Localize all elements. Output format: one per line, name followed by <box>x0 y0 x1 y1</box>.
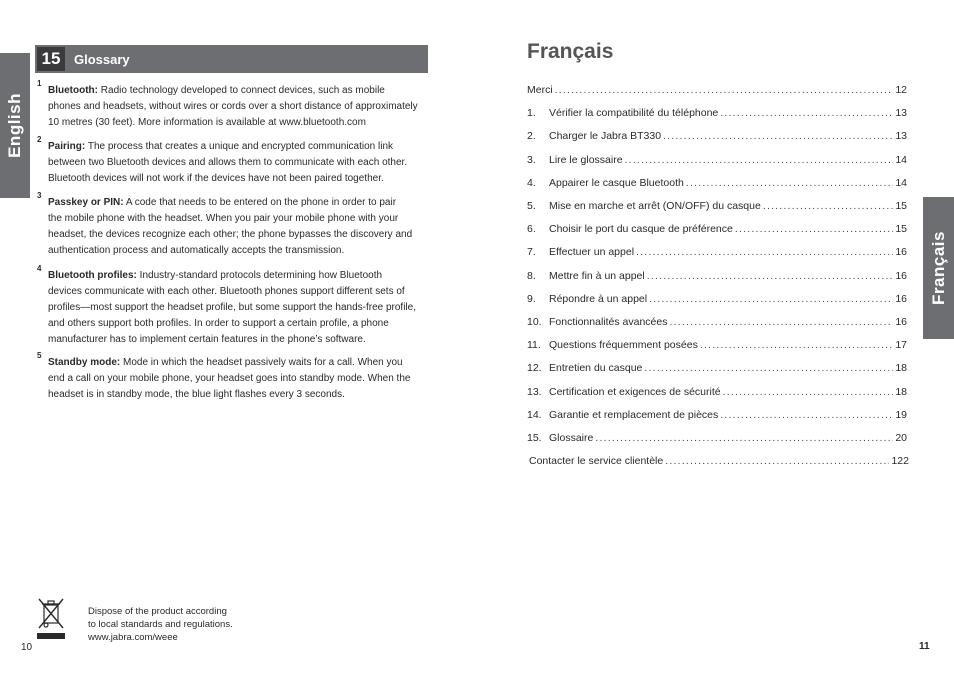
toc-entry-page: 122 <box>891 455 909 468</box>
glossary-line: Radio technology developed to connect devices, such as mobile <box>100 85 385 96</box>
toc-entry-label: Glossaire <box>549 432 594 444</box>
weee-notice <box>88 605 233 644</box>
toc-leader-dots <box>763 200 893 212</box>
toc-entry-label: Garantie et remplacement de pièces <box>549 408 719 421</box>
side-tab-english-label: English <box>5 93 24 158</box>
glossary-line: devices communicate with each other. Bluetooth phones support different sets of <box>48 286 405 297</box>
toc-entry-page: 17 <box>895 339 907 352</box>
toc-entry[interactable] <box>527 130 907 146</box>
section-number: 15 <box>37 47 65 71</box>
side-tab-english <box>0 53 30 198</box>
toc-entry[interactable] <box>527 200 907 216</box>
toc-entry-page: 14 <box>895 176 907 189</box>
glossary-item <box>35 191 430 259</box>
glossary-item-number: 4 <box>37 264 42 273</box>
toc-leader-dots <box>735 223 893 235</box>
glossary-term: Bluetooth profiles: <box>48 270 137 281</box>
toc-entry-number: 1. <box>527 107 536 120</box>
toc-entry-page: 16 <box>895 316 907 328</box>
glossary-line: Bluetooth devices will not work if the devices have not been paired together. <box>48 173 384 184</box>
glossary-line: end a call on your mobile phone, your headset goes into standby mode. When the <box>48 373 411 384</box>
side-tab-francais-label: Français <box>928 231 948 305</box>
toc-entry-page: 13 <box>895 130 907 143</box>
toc-leader-dots <box>647 270 894 282</box>
toc-entry-number: 12. <box>527 362 542 375</box>
toc-entry-number: 6. <box>527 223 536 236</box>
toc-entry-number: 5. <box>527 200 536 212</box>
glossary-line: 10 metres (30 feet). More information is available at www.bluetooth.com <box>48 117 366 128</box>
toc-entry[interactable] <box>527 84 907 100</box>
glossary-item-text <box>48 139 430 187</box>
glossary-term: Pairing: <box>48 141 86 152</box>
glossary-item-number: 1 <box>37 79 42 88</box>
toc-entry[interactable] <box>527 409 907 425</box>
section-header <box>35 45 428 73</box>
glossary-term: Standby mode: <box>48 357 121 368</box>
page-title: Français <box>527 40 614 63</box>
toc-entry-page: 12 <box>895 84 907 96</box>
weee-bin-icon <box>36 596 66 640</box>
toc-entry-number: 9. <box>527 292 536 305</box>
glossary-line: between two Bluetooth devices and allows them to communicate with each other. <box>48 157 408 168</box>
toc-leader-dots <box>670 316 894 328</box>
toc-entry[interactable] <box>527 246 907 262</box>
toc-entry[interactable] <box>527 154 907 170</box>
toc-entry-page: 16 <box>895 269 907 282</box>
glossary-line: phones and headsets, without wires or cords over a short distance of approximately <box>48 101 418 112</box>
glossary-item <box>35 264 430 348</box>
toc-entry-number: 3. <box>527 153 536 166</box>
toc-entry-number: 7. <box>527 246 536 259</box>
toc-entry[interactable] <box>527 362 907 378</box>
toc-entry[interactable] <box>527 339 907 355</box>
toc-entry-page: 20 <box>895 432 907 444</box>
toc-entry-number: 15. <box>527 432 542 444</box>
toc-entry-page: 15 <box>895 200 907 212</box>
toc-entry-label: Mise en marche et arrêt (ON/OFF) du casque <box>549 200 761 212</box>
toc-entry-page: 13 <box>895 107 907 120</box>
toc-leader-dots <box>625 154 894 166</box>
toc-entry-page: 18 <box>895 362 907 375</box>
toc-leader-dots <box>663 130 893 142</box>
toc-entry[interactable] <box>527 107 907 123</box>
toc-entry-page: 19 <box>895 408 907 421</box>
toc-entry-number: 11. <box>527 339 541 352</box>
glossary-item-text <box>48 355 430 403</box>
toc-entry-label: Lire le glossaire <box>549 153 623 166</box>
toc-entry-label: Contacter le service clientèle <box>529 455 664 468</box>
toc-leader-dots <box>720 409 893 421</box>
toc-entry-label: Appairer le casque Bluetooth <box>549 176 684 189</box>
glossary-item-number: 3 <box>37 191 42 200</box>
toc-entry-page: 18 <box>895 385 907 398</box>
glossary-line: Industry-standard protocols determining how Bluetooth <box>139 270 383 281</box>
toc-entry[interactable] <box>527 223 907 239</box>
toc-entry-number: 14. <box>527 408 542 421</box>
toc-entry-label: Répondre à un appel <box>549 292 648 305</box>
glossary-item-text <box>48 83 430 131</box>
toc-entry-number: 4. <box>527 176 536 189</box>
toc-leader-dots <box>723 386 894 398</box>
page-number-right: 11 <box>919 641 930 652</box>
glossary-line: headset, the devices recognize each other; the phone bypasses the discovery and <box>48 229 413 240</box>
toc-entry-page: 15 <box>895 223 907 236</box>
glossary-line: headset is in standby mode, the blue light flashes every 3 seconds. <box>48 389 345 400</box>
toc-entry[interactable] <box>527 432 907 448</box>
glossary-line: profiles—most support the headset profile, but some support the hands-free profile, <box>48 302 416 313</box>
glossary-term: Bluetooth: <box>48 85 98 96</box>
glossary-line: the mobile phone with the headset. When you pair your mobile phone with your <box>48 213 399 224</box>
glossary-term: Passkey or PIN: <box>48 197 124 208</box>
glossary-line: authentication process and automatically accepts the transmission. <box>48 245 345 256</box>
toc-entry[interactable] <box>527 293 907 309</box>
toc-leader-dots <box>665 455 889 467</box>
toc-entry-number: 2. <box>527 130 536 143</box>
toc-leader-dots <box>644 362 893 374</box>
page-number-left: 10 <box>21 642 33 653</box>
toc-entry[interactable] <box>527 386 907 402</box>
glossary-item <box>35 135 430 187</box>
glossary-item-text <box>48 268 430 348</box>
glossary-line: A code that needs to be entered on the phone in order to pair <box>125 197 397 208</box>
toc-entry-page: 16 <box>895 292 907 305</box>
section-title: Glossary <box>74 51 130 67</box>
toc-entry-page: 14 <box>895 153 907 166</box>
glossary-line: and others support both profiles. In order to support a certain profile, a phone <box>48 318 389 329</box>
toc-entry-number: 8. <box>527 269 536 282</box>
toc-entry-label: Certification et exigences de sécurité <box>549 385 721 398</box>
toc-entry-number: 13. <box>527 385 542 398</box>
side-tab-francais <box>923 197 954 339</box>
toc-entry[interactable] <box>527 270 907 286</box>
glossary-line: Mode in which the headset passively waits for a call. When you <box>123 357 403 368</box>
toc-entry-label: Merci <box>527 84 553 96</box>
weee-line: to local standards and regulations. <box>88 619 233 630</box>
toc-entry-label: Effectuer un appel <box>549 246 635 259</box>
toc-entry-label: Charger le Jabra BT330 <box>549 130 662 143</box>
toc-entry[interactable] <box>527 177 907 193</box>
glossary-item <box>35 351 430 403</box>
glossary-line: The process that creates a unique and encrypted communication link <box>87 141 394 152</box>
toc-leader-dots <box>636 246 893 258</box>
toc-leader-dots <box>649 293 893 305</box>
toc-entry-label: Fonctionnalités avancées <box>549 316 668 328</box>
toc-leader-dots <box>595 432 893 444</box>
toc-entry[interactable] <box>529 455 909 471</box>
toc-leader-dots <box>686 177 893 189</box>
toc-leader-dots <box>720 107 893 119</box>
glossary-item-text <box>48 195 430 259</box>
toc-entry-number: 10. <box>527 316 542 328</box>
weee-link[interactable]: www.jabra.com/weee <box>88 632 178 643</box>
toc-entry-label: Entretien du casque <box>549 362 643 375</box>
toc-entry-label: Questions fréquemment posées <box>549 339 698 352</box>
glossary-line: manufacturer has to implement certain features in the phone’s software. <box>48 334 366 345</box>
glossary-item <box>35 79 430 131</box>
toc-entry-page: 16 <box>895 246 907 259</box>
toc-entry-label: Mettre fin à un appel <box>549 269 645 282</box>
toc-leader-dots <box>555 84 894 96</box>
glossary-item-number: 2 <box>37 135 42 144</box>
toc-entry-label: Choisir le port du casque de préférence <box>549 223 733 236</box>
toc-entry-label: Vérifier la compatibilité du téléphone <box>549 107 719 120</box>
weee-line: Dispose of the product according <box>88 606 227 617</box>
toc-entry[interactable] <box>527 316 907 332</box>
glossary-item-number: 5 <box>37 351 42 360</box>
toc-leader-dots <box>700 339 893 351</box>
